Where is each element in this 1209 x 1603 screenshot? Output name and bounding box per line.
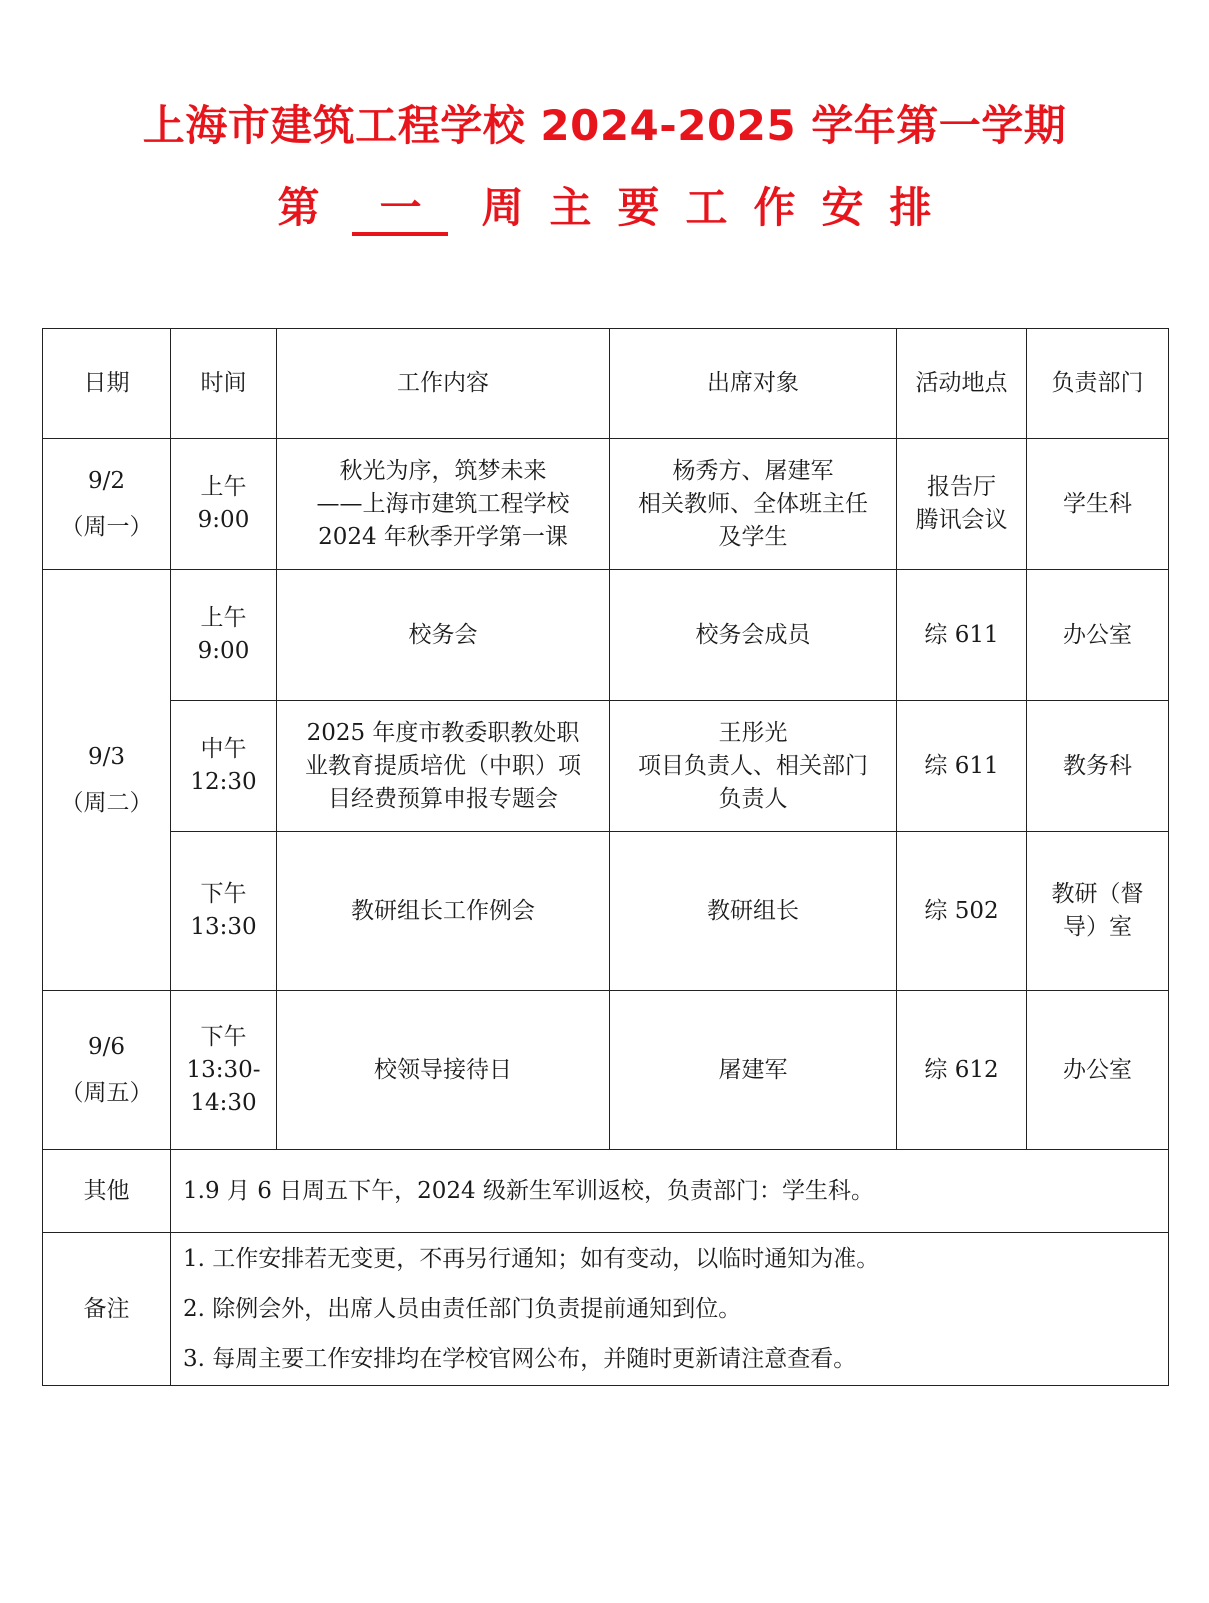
date-text: 9/3 <box>87 744 125 770</box>
subtitle-char: 排 <box>889 183 932 232</box>
content-line: 2024 年秋季开学第一课 <box>318 523 568 550</box>
attendees-line: 杨秀方、屠建军 <box>672 457 834 484</box>
time-cell <box>171 439 277 570</box>
remarks-label: 备注 <box>43 1233 171 1386</box>
department-cell <box>1027 701 1169 832</box>
content-cell <box>277 701 610 832</box>
department-line: 办公室 <box>1063 621 1132 648</box>
time-value: 9:00 <box>197 507 250 533</box>
document-title: 上海市建筑工程学校 2024-2025 学年第一学期 <box>142 101 1067 150</box>
location-line: 综 611 <box>924 621 999 648</box>
attendees-line: 校务会成员 <box>695 621 811 648</box>
attendees-line: 负责人 <box>718 785 788 812</box>
attendees-line: 及学生 <box>718 523 788 550</box>
date-cell <box>43 439 171 570</box>
location-line: 报告厅 <box>927 474 996 500</box>
remark-item: 1. 工作安排若无变更，不再另行通知；如有变动，以临时通知为准。 <box>183 1246 880 1272</box>
table-row <box>43 439 1169 570</box>
department-cell <box>1027 570 1169 701</box>
department-line: 教务科 <box>1063 752 1132 779</box>
department-cell <box>1027 832 1169 991</box>
other-text: 1.9 月 6 日周五下午，2024 级新生军训返校，负责部门：学生科。 <box>171 1150 1169 1233</box>
attendees-cell <box>610 439 897 570</box>
time-period: 中午 <box>200 736 247 762</box>
document-subtitle <box>0 180 1209 236</box>
weekday-text: （周五） <box>60 1080 153 1106</box>
date-cell <box>43 570 171 991</box>
attendees-line: 王彤光 <box>718 719 788 746</box>
content-line: 2025 年度市教委职教处职 <box>306 719 580 746</box>
remark-item: 3. 每周主要工作安排均在学校官网公布，并随时更新请注意查看。 <box>183 1346 857 1372</box>
schedule-table <box>42 328 1169 1386</box>
subtitle-char: 作 <box>753 183 796 232</box>
attendees-cell <box>610 991 897 1150</box>
header-location: 活动地点 <box>897 329 1027 439</box>
department-cell <box>1027 991 1169 1150</box>
content-cell <box>277 991 610 1150</box>
content-line: 业教育提质培优（中职）项 <box>305 752 581 779</box>
location-cell <box>897 570 1027 701</box>
location-cell <box>897 832 1027 991</box>
attendees-line: 教研组长 <box>707 897 799 924</box>
time-period: 下午 <box>200 881 247 907</box>
location-line: 综 502 <box>924 897 999 924</box>
content-cell <box>277 832 610 991</box>
department-line: 教研（督 <box>1051 881 1144 907</box>
attendees-cell <box>610 701 897 832</box>
content-line: 秋光为序，筑梦未来 <box>339 457 547 484</box>
attendees-cell <box>610 570 897 701</box>
week-number: 一 <box>352 184 448 236</box>
time-value: 12:30 <box>190 769 257 795</box>
subtitle-char: 工 <box>685 183 728 232</box>
header-time: 时间 <box>171 329 277 439</box>
date-cell <box>43 991 171 1150</box>
attendees-cell <box>610 832 897 991</box>
time-cell <box>171 570 277 701</box>
time-value: 9:00 <box>197 638 250 664</box>
department-line: 学生科 <box>1063 490 1132 517</box>
content-cell <box>277 570 610 701</box>
header-date: 日期 <box>43 329 171 439</box>
content-line: 教研组长工作例会 <box>351 897 535 924</box>
header-content: 工作内容 <box>277 329 610 439</box>
remark-item: 2. 除例会外，出席人员由责任部门负责提前通知到位。 <box>183 1296 742 1322</box>
weekday-text: （周一） <box>60 514 153 540</box>
attendees-line: 相关教师、全体班主任 <box>638 490 868 517</box>
table-row <box>43 991 1169 1150</box>
time-value: 13:30 <box>190 914 257 940</box>
table-row <box>43 701 1169 832</box>
time-period: 上午 <box>200 605 247 631</box>
location-cell <box>897 701 1027 832</box>
subtitle-char: 安 <box>821 183 864 232</box>
content-line: ——上海市建筑工程学校 <box>316 490 570 517</box>
remarks-row <box>43 1233 1169 1386</box>
other-row <box>43 1150 1169 1233</box>
other-label: 其他 <box>43 1150 171 1233</box>
attendees-line: 项目负责人、相关部门 <box>638 752 868 779</box>
subtitle-prefix: 第 <box>277 183 320 232</box>
header-row <box>43 329 1169 439</box>
content-line: 校领导接待日 <box>374 1056 512 1083</box>
location-cell <box>897 439 1027 570</box>
date-text: 9/2 <box>87 468 125 494</box>
content-cell <box>277 439 610 570</box>
subtitle-char: 主 <box>549 183 592 232</box>
header-department: 负责部门 <box>1027 329 1169 439</box>
time-cell <box>171 701 277 832</box>
remarks-list <box>171 1233 1169 1386</box>
content-line: 校务会 <box>408 621 478 648</box>
header-attendees: 出席对象 <box>610 329 897 439</box>
content-line: 目经费预算申报专题会 <box>328 785 558 812</box>
time-period: 上午 <box>200 474 247 500</box>
table-row <box>43 832 1169 991</box>
time-value: 14:30 <box>190 1089 257 1116</box>
date-text: 9/6 <box>87 1034 125 1060</box>
location-line: 综 612 <box>924 1056 999 1083</box>
time-cell <box>171 991 277 1150</box>
table-row <box>43 570 1169 701</box>
location-cell <box>897 991 1027 1150</box>
department-cell <box>1027 439 1169 570</box>
time-period: 下午 <box>200 1023 247 1050</box>
attendees-line: 屠建军 <box>718 1056 788 1083</box>
department-line: 办公室 <box>1063 1056 1132 1083</box>
time-cell <box>171 832 277 991</box>
location-line: 腾讯会议 <box>915 507 1008 533</box>
location-line: 综 611 <box>924 752 999 779</box>
department-line: 导）室 <box>1063 914 1132 940</box>
weekday-text: （周二） <box>60 790 153 816</box>
time-value: 13:30- <box>186 1056 261 1083</box>
subtitle-char: 周 <box>481 183 524 232</box>
subtitle-char: 要 <box>617 183 660 232</box>
